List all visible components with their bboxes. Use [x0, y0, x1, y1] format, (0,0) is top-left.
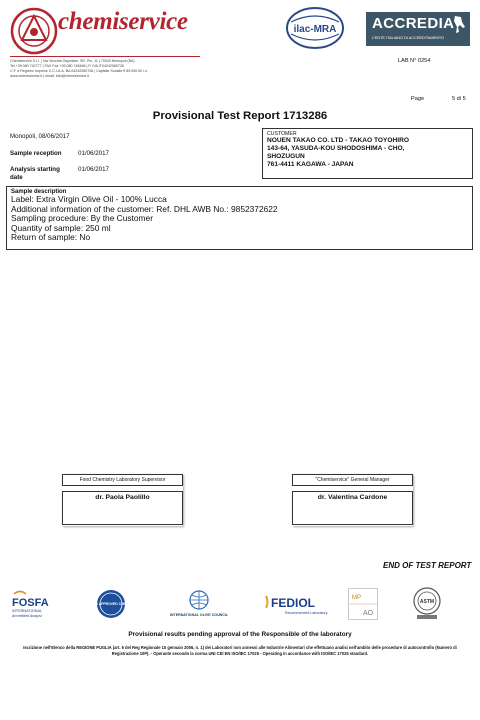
fosfa-sub2: Accredited Analyst — [12, 614, 42, 618]
mpao-logo — [348, 588, 378, 620]
sample-line: Sampling procedure: By the Customer — [11, 213, 153, 224]
accredia-logo — [366, 12, 470, 46]
fosfa-sub: INTERNATIONAL — [12, 609, 43, 613]
customer-line: NOUEN TAKAO CO. LTD - TAKAO TOYOHIRO — [267, 137, 410, 144]
signature-box-manager — [292, 474, 413, 526]
accredia-subtitle: L'ENTE ITALIANO DI ACCREDITAMENTO — [372, 36, 445, 40]
analysis-start-label-line2: date — [10, 174, 23, 181]
fediol-text: FEDIOL — [271, 596, 315, 610]
registration-footnote: Iscrizione nell'Elenco della REGIONE PUGLIA (art. 6 del Reg Regionale 10 gennaio 2006, n. 1) dei Laboratori non annessi alle Industrie Alimentari che effettuano analisi nell'ambito delle procedure di autocontrollo (Numero di Registrazione 10P). - Operante secondo la norma UNI CEI EN ISO/IEC 17025 - Operating in accordance with ISO/IEC 17025 standard. — [23, 645, 457, 656]
analysis-start-label-line1: Analysis starting — [10, 166, 60, 173]
astm-text: ASTM — [419, 599, 435, 605]
page-number: 5 di 5 — [452, 96, 466, 102]
sample-description-box — [6, 186, 473, 250]
astm-logo — [411, 586, 443, 622]
italy-map-icon — [452, 15, 466, 35]
signature-name: dr. Paola Paolillo — [62, 491, 183, 525]
sample-line: Return of sample: No — [11, 232, 91, 243]
fosfa-logo — [10, 590, 60, 620]
end-of-report: END OF TEST REPORT — [383, 561, 472, 570]
ao-text: AO — [363, 610, 374, 617]
pending-approval-note: Provisional results pending approval of the Responsible of the laboratory — [128, 631, 352, 638]
place-date: Monopoli, 08/06/2017 — [10, 133, 70, 140]
aocs-logo — [88, 588, 134, 620]
signature-box-supervisor — [62, 474, 183, 526]
contact-line: Tel +39 080 742777 | FAX Fax +39 080 748486 | P. IVA IT04242080726 — [10, 63, 124, 68]
customer-line: 143-64, YASUDA-KOU SHODOSHIMA - CHO, — [267, 145, 405, 152]
contact-line: www.chemiservice.it | email: info@chemiservice.it — [10, 73, 90, 78]
accredia-name: ACCREDIA — [372, 15, 455, 32]
page-label: Page — [411, 96, 425, 102]
contact-line: Chemiservice S.r.l. | Via Vecchia Ospedale, SR. Pio, 11 | 70043 Monopoli (BA) — [10, 59, 135, 63]
ioc-logo — [168, 590, 230, 620]
signature-role: Food Chemistry Laboratory Supervisor — [62, 474, 183, 486]
mp-text: MP — [352, 595, 361, 601]
customer-line: SHOZUGUN — [267, 153, 305, 160]
signature-role: "Chemiservice" General Manager — [292, 474, 413, 486]
sample-reception-value: 01/06/2017 — [78, 150, 109, 157]
company-contact-info — [10, 56, 200, 79]
sample-line: Additional information of the customer: Ref. DHL AWB No.: 9852372622 — [11, 203, 278, 214]
sample-heading: Sample description — [11, 189, 67, 195]
analysis-start-value: 01/06/2017 — [78, 166, 109, 173]
ilac-mra-logo — [283, 6, 347, 52]
sample-line: Label: Extra Virgin Olive Oil - 100% Lucca — [11, 194, 167, 204]
customer-heading: CUSTOMER — [267, 131, 297, 137]
chemiservice-emblem-icon — [8, 6, 62, 56]
ilac-label: ilac-MRA — [293, 24, 337, 35]
customer-box — [262, 128, 473, 179]
ioc-text: INTERNATIONAL OLIVE COUNCIL — [169, 613, 229, 617]
customer-line: 761-4411 KAGAWA - JAPAN — [267, 161, 354, 168]
brand-name: chemiservice — [58, 8, 188, 35]
sample-reception-label: Sample reception — [10, 150, 62, 157]
contact-line: C.F. e Registro Imprese C.C.I.A.A. BA 04242080726 | Capitale Sociale € 89.000,00 i.v. — [10, 68, 148, 73]
fediol-logo — [263, 592, 328, 618]
lab-number: LAB N° 0254 — [398, 58, 431, 64]
fediol-sub: Recommended Laboratory — [285, 611, 328, 615]
signature-name: dr. Valentina Cardone — [292, 491, 413, 525]
sample-line: Quantity of sample: 250 ml — [11, 222, 111, 233]
fosfa-text: FOSFA — [12, 597, 49, 609]
report-title: Provisional Test Report 1713286 — [152, 110, 328, 122]
aocs-text: AOCS APPROVED CHEMIST — [88, 602, 134, 606]
